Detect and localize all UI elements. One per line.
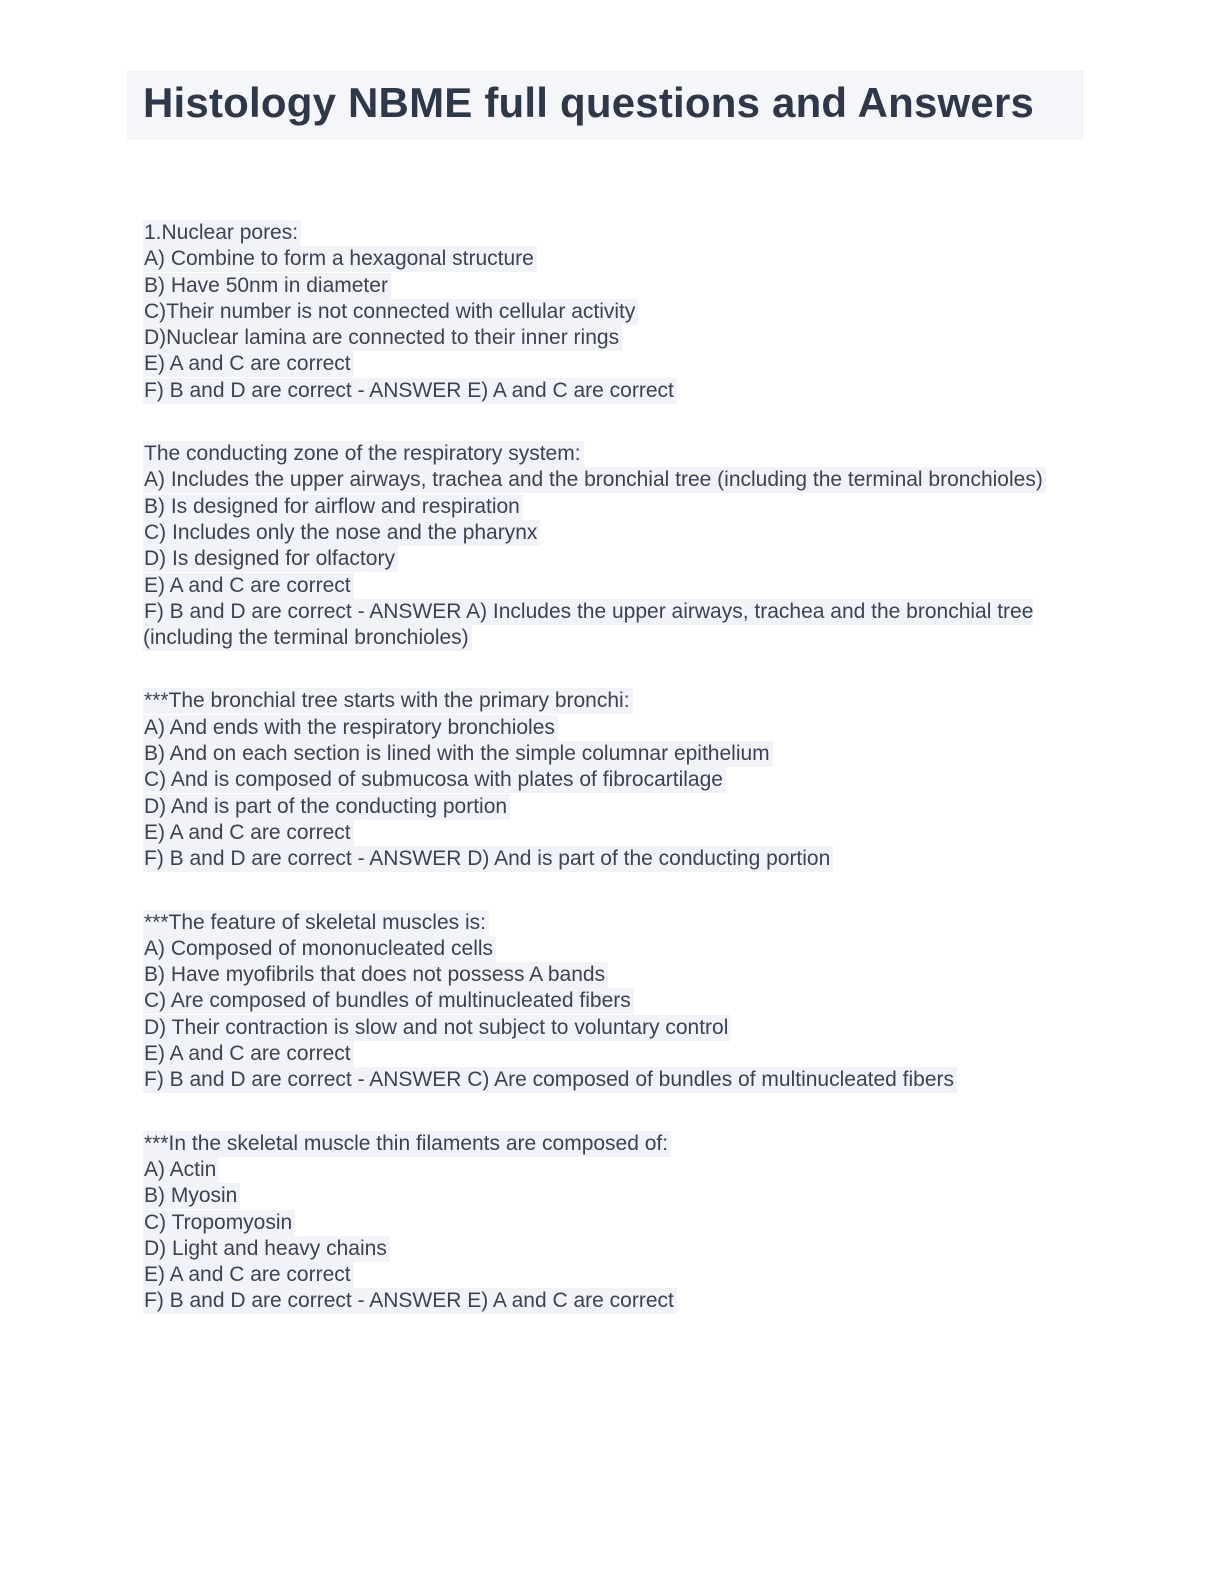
question-prompt: ***The bronchial tree starts with the primary bronchi: [143, 688, 633, 714]
question-option: B) Is designed for airflow and respiration [143, 494, 523, 520]
question-prompt: The conducting zone of the respiratory system: [143, 441, 584, 467]
question-prompt: ***In the skeletal muscle thin filaments are composed of: [143, 1131, 671, 1157]
question-option: A) Composed of mononucleated cells [143, 936, 496, 962]
question-option: B) Have 50nm in diameter [143, 273, 391, 299]
question-option: C) Tropomyosin [143, 1210, 295, 1236]
question-option: F) B and D are correct - ANSWER E) A and C are correct [143, 1288, 677, 1314]
question-option: D) Is designed for olfactory [143, 546, 398, 572]
question-option: E) A and C are correct [143, 351, 354, 377]
question-block [143, 1131, 1088, 1315]
question-block [143, 688, 1088, 872]
question-option: E) A and C are correct [143, 1041, 354, 1067]
question-option: D) Their contraction is slow and not subject to voluntary control [143, 1015, 731, 1041]
question-option: E) A and C are correct [143, 820, 354, 846]
title-block [127, 70, 1084, 140]
question-option: F) B and D are correct - ANSWER E) A and C are correct [143, 378, 677, 404]
question-option: D)Nuclear lamina are connected to their inner rings [143, 325, 622, 351]
question-option: E) A and C are correct [143, 1262, 354, 1288]
question-prompt: ***The feature of skeletal muscles is: [143, 910, 489, 936]
question-block [143, 220, 1088, 404]
question-option: E) A and C are correct [143, 573, 354, 599]
question-option: B) Have myofibrils that does not possess A bands [143, 962, 608, 988]
question-option: A) And ends with the respiratory bronchioles [143, 715, 558, 741]
question-option: B) And on each section is lined with the simple columnar epithelium [143, 741, 773, 767]
question-prompt: 1.Nuclear pores: [143, 220, 301, 246]
question-option: D) Light and heavy chains [143, 1236, 390, 1262]
document-content [127, 70, 1084, 1315]
question-block [143, 910, 1088, 1094]
question-option: C)Their number is not connected with cellular activity [143, 299, 638, 325]
question-option: F) B and D are correct - ANSWER A) Includes the upper airways, trachea and the bronchial tree (including the terminal bronchioles) [143, 599, 1034, 650]
question-option: C) Includes only the nose and the pharynx [143, 520, 540, 546]
question-option: F) B and D are correct - ANSWER D) And is part of the conducting portion [143, 846, 833, 872]
question-option: C) And is composed of submucosa with plates of fibrocartilage [143, 767, 726, 793]
question-option: F) B and D are correct - ANSWER C) Are composed of bundles of multinucleated fibers [143, 1067, 957, 1093]
question-block [143, 441, 1088, 651]
page-title: Histology NBME full questions and Answers [143, 79, 1035, 126]
question-option: A) Combine to form a hexagonal structure [143, 246, 537, 272]
question-option: C) Are composed of bundles of multinucleated fibers [143, 988, 634, 1014]
question-option: B) Myosin [143, 1183, 240, 1209]
questions [143, 220, 1088, 1315]
question-option: A) Actin [143, 1157, 219, 1183]
question-option: D) And is part of the conducting portion [143, 794, 510, 820]
question-option: A) Includes the upper airways, trachea and the bronchial tree (including the terminal bronchioles) [143, 467, 1046, 493]
